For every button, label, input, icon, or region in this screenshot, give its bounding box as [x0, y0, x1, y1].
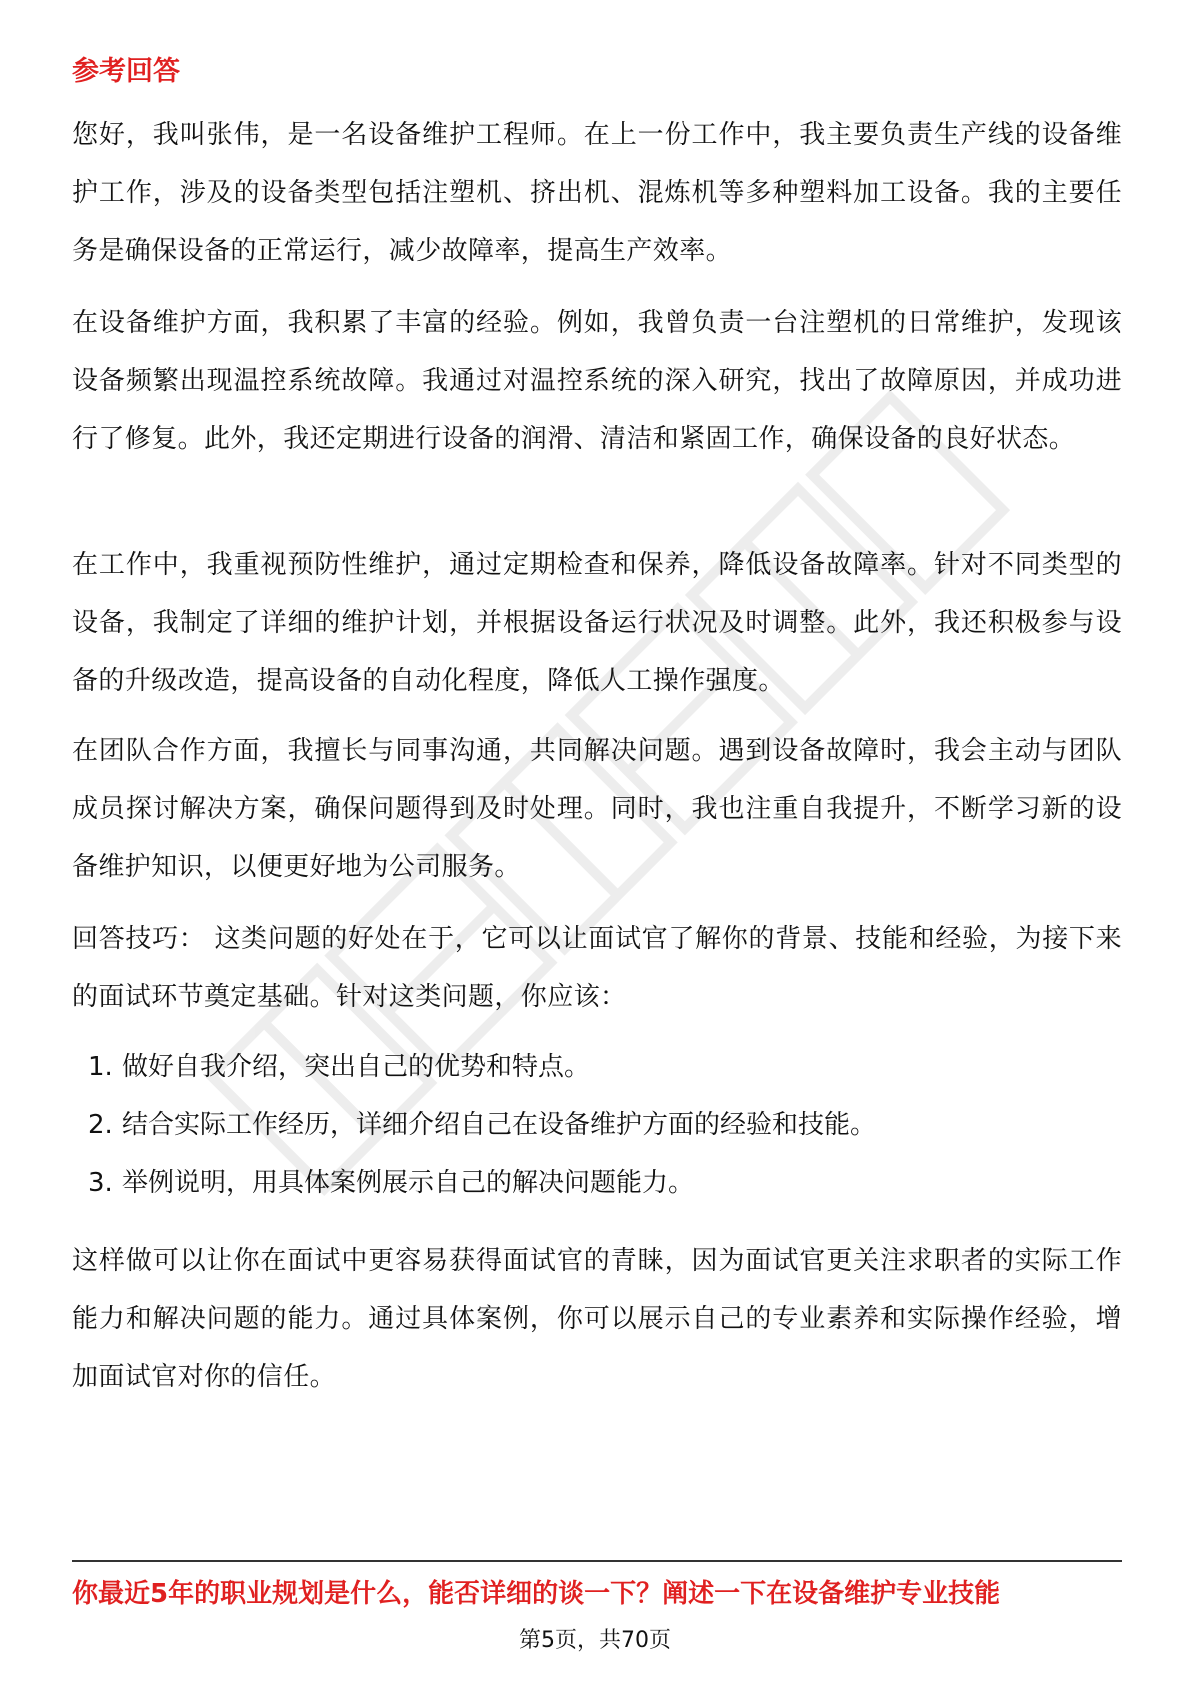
tips-intro-paragraph: 回答技巧： 这类问题的好处在于，它可以让面试官了解你的背景、技能和经验，为接下来的面试环节奠定基础。针对这类问题，你应该：	[72, 924, 1122, 1012]
answer-paragraph-1: 您好，我叫张伟，是一名设备维护工程师。在上一份工作中，我主要负责生产线的设备维护工作，涉及的设备类型包括注塑机、挤出机、混炼机等多种塑料加工设备。我的主要任务是确保设备的正常运行，减少故障率，提高生产效率。	[72, 120, 1122, 266]
list-item-number: 1.	[88, 1052, 113, 1082]
list-item-text: 结合实际工作经历，详细介绍自己在设备维护方面的经验和技能。	[122, 1110, 877, 1140]
divider	[72, 1560, 1122, 1562]
next-question-heading: 你最近5年的职业规划是什么，能否详细的谈一下？阐述一下在设备维护专业技能	[72, 1579, 1001, 1609]
closing-paragraph: 这样做可以让你在面试中更容易获得面试官的青睐，因为面试官更关注求职者的实际工作能力和解决问题的能力。通过具体案例，你可以展示自己的专业素养和实际操作经验，增加面试官对你的信任。	[72, 1246, 1122, 1392]
tips-list	[72, 1038, 1122, 1212]
list-item-number: 3.	[88, 1168, 113, 1198]
list-item-text: 举例说明，用具体案例展示自己的解决问题能力。	[122, 1168, 695, 1198]
list-item	[72, 1154, 1122, 1212]
answer-paragraph-2: 在设备维护方面，我积累了丰富的经验。例如，我曾负责一台注塑机的日常维护，发现该设备频繁出现温控系统故障。我通过对温控系统的深入研究，找出了故障原因，并成功进行了修复。此外，我还定期进行设备的润滑、清洁和紧固工作，确保设备的良好状态。	[72, 308, 1122, 454]
page-number-footer: 第5页，共70页	[519, 1628, 671, 1653]
answer-paragraph-3: 在工作中，我重视预防性维护，通过定期检查和保养，降低设备故障率。针对不同类型的设备，我制定了详细的维护计划，并根据设备运行状况及时调整。此外，我还积极参与设备的升级改造，提高设备的自动化程度，降低人工操作强度。	[72, 550, 1122, 696]
document-page	[72, 0, 1122, 1684]
list-item	[72, 1096, 1122, 1154]
answer-paragraph-4: 在团队合作方面，我擅长与同事沟通，共同解决问题。遇到设备故障时，我会主动与团队成员探讨解决方案，确保问题得到及时处理。同时，我也注重自我提升，不断学习新的设备维护知识，以便更好地为公司服务。	[72, 736, 1122, 882]
section-title: 参考回答	[72, 56, 180, 87]
list-item-number: 2.	[88, 1110, 113, 1140]
list-item	[72, 1038, 1122, 1096]
list-item-text: 做好自我介绍，突出自己的优势和特点。	[122, 1052, 591, 1082]
